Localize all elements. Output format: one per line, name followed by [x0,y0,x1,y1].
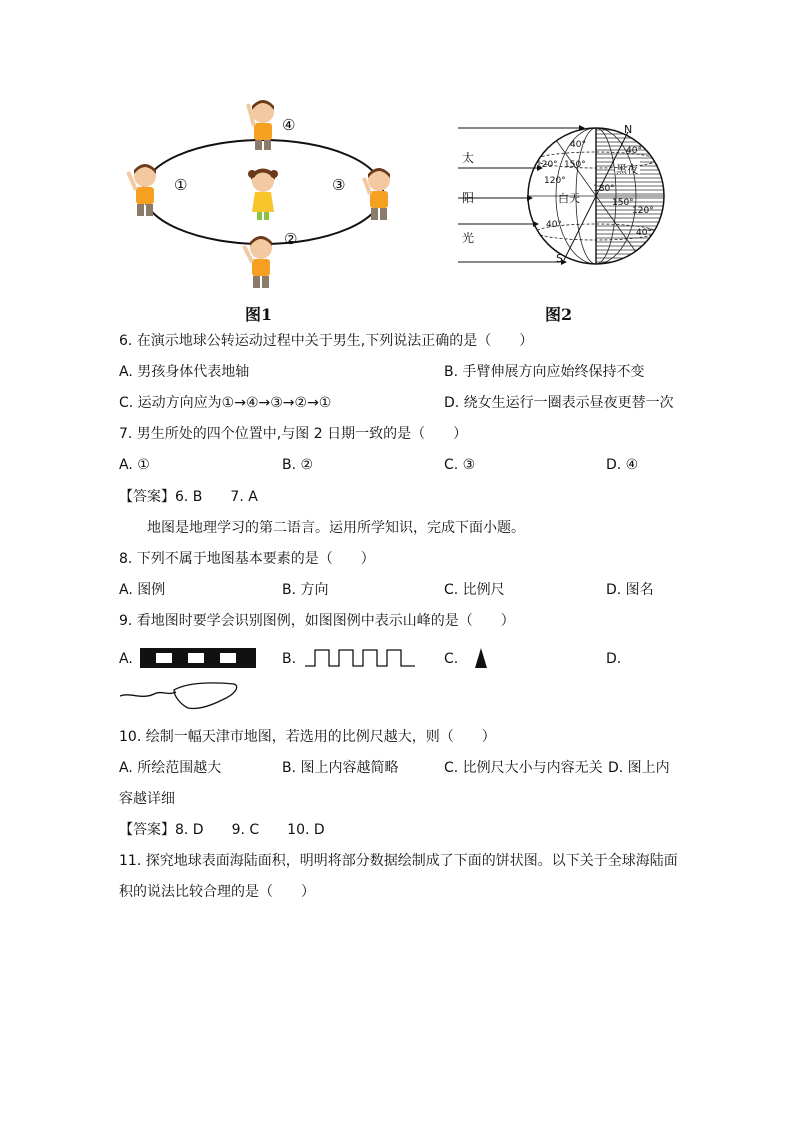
q8-option-c: C. 比例尺 [444,582,505,598]
figure-1-drawing [118,92,418,297]
q8-option-a: A. 图例 [119,582,166,598]
girl-figure-center [248,169,278,221]
q7-option-c: C. ③ [444,457,476,473]
railway-symbol [138,646,258,670]
label-north: N [624,123,633,136]
q6-option-a: A. 男孩身体代表地轴 [119,364,250,380]
q7-option-b: B. ② [282,457,314,473]
q10-option-a: A. 所绘范围越大 [119,760,222,776]
intro-paragraph-2: 地图是地理学习的第二语言。运用所学知识，完成下面小题。 [147,520,525,536]
marker-3: ③ [332,176,346,194]
figure-1-caption: 图1 [245,305,273,324]
marker-2: ② [284,230,298,248]
label-lon-180: 180° [593,184,615,194]
q10-option-d: D. 图上内 [608,760,670,776]
q6-option-c: C. 运动方向应为①→④→③→②→① [119,395,332,411]
q6-option-d: D. 绕女生运行一圈表示昼夜更替一次 [444,395,674,411]
figure-1 [118,92,418,297]
answer-block-1: 【答案】6. B 7. A [119,489,258,505]
figure-2-caption: 图2 [545,305,573,324]
label-lat-top: 40° [570,140,586,150]
q10-option-b: B. 图上内容越简略 [282,760,399,776]
q8-option-b: B. 方向 [282,582,329,598]
label-yang: 阳 [462,191,475,205]
q9-option-b: B. [282,651,297,667]
q8-stem: 8. 下列不属于地图基本要素的是（ ） [119,551,375,567]
q11-stem-line2: 积的说法比较合理的是（ ） [119,884,315,900]
marker-4: ④ [282,116,296,134]
label-lat-right-top: 40° [626,146,642,156]
label-south: S [556,252,563,265]
label-lon-150-right: 150° [612,198,634,208]
q6-stem: 6. 在演示地球公转运动过程中关于男生,下列说法正确的是（ ） [119,333,534,349]
boy-figure-top [248,100,274,150]
lake-river-symbol [118,678,242,714]
q10-stem: 10. 绘制一幅天津市地图，若选用的比例尺越大，则（ ） [119,729,496,745]
peak-symbol [473,646,489,670]
q9-option-a: A. [119,651,133,667]
label-day: 白天 [558,192,580,205]
label-sun: 太 [462,151,475,165]
label-lat-right-bottom: 40° [636,228,652,238]
label-light: 光 [462,231,475,245]
q7-stem: 7. 男生所处的四个位置中,与图 2 日期一致的是（ ） [119,426,468,442]
q8-option-d: D. 图名 [606,582,654,598]
q9-option-c: C. [444,651,459,667]
label-lat-bottom: 40° [546,220,562,230]
q9-option-d: D. [606,651,622,667]
label-lon-120-right: 120° [632,206,654,216]
q7-option-a: A. ① [119,457,150,473]
answer-block-2: 【答案】8. D 9. C 10. D [119,822,325,838]
label-night: 黑夜 [616,163,638,176]
label-lon-120-mid: 120° [544,176,566,186]
q9-stem: 9. 看地图时要学会识别图例，如图图例中表示山峰的是（ ） [119,613,515,629]
q11-stem-line1: 11. 探究地球表面海陆面积，明明将部分数据绘制成了下面的饼状图。以下关于全球海陆面 [119,853,678,869]
q7-option-d: D. ④ [606,457,639,473]
figure-2 [456,120,676,270]
q6-option-b: B. 手臂伸展方向应始终保持不变 [444,364,645,380]
label-lon-120-left: 120° [536,160,558,170]
label-lon-150-left: 150° [564,160,586,170]
boy-figure-right [364,168,390,220]
q10-option-d-continued: 容越详细 [119,791,175,807]
q10-option-c: C. 比例尺大小与内容无关 [444,760,603,776]
wall-symbol [303,646,417,670]
marker-1: ① [174,176,188,194]
boy-figure-left [128,164,156,216]
